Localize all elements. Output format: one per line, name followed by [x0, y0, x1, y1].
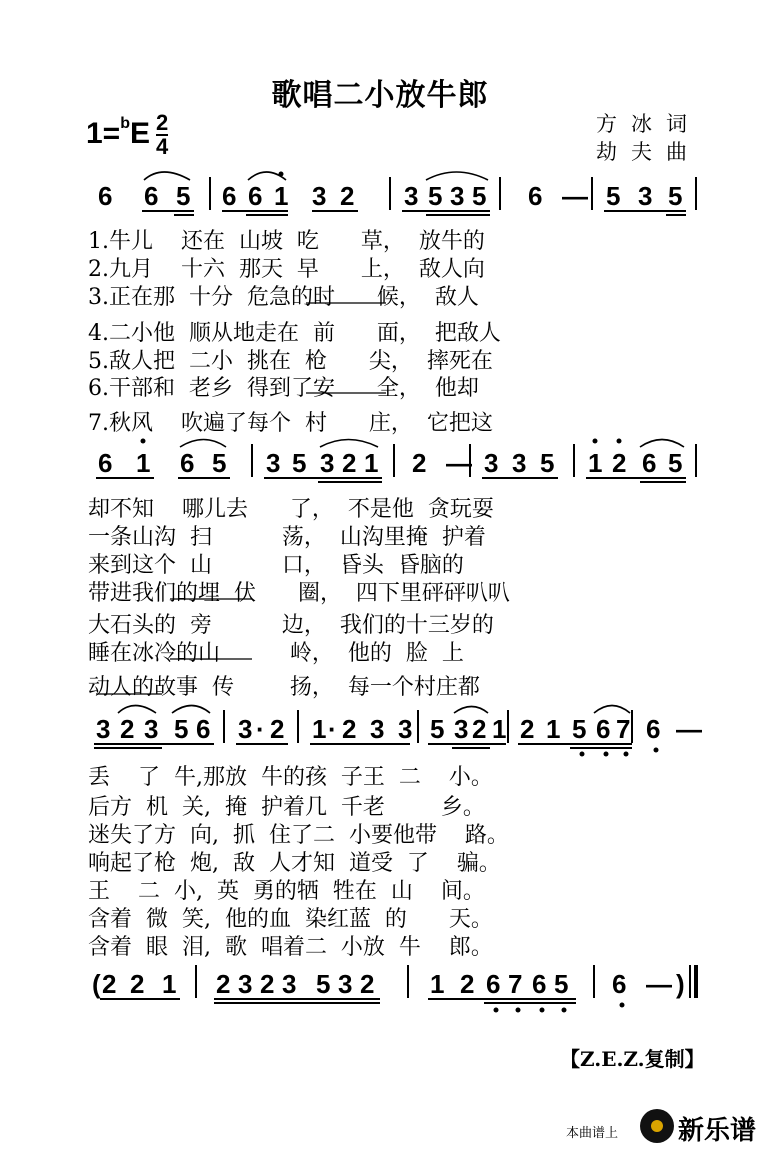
svg-text:6: 6 [532, 969, 547, 999]
svg-text:—: — [676, 714, 702, 744]
key-letter: E [130, 116, 151, 150]
svg-text:3: 3 [282, 969, 297, 999]
svg-text:2: 2 [342, 714, 357, 744]
lyric-line: 迷失了方 向, 抓 住了二 小要他带 路。 [88, 823, 509, 848]
composer-credit: 劫夫曲 [596, 140, 701, 164]
svg-text:3: 3 [338, 969, 353, 999]
svg-text:5: 5 [540, 448, 555, 478]
svg-text:6: 6 [528, 181, 543, 211]
svg-text:3: 3 [512, 448, 527, 478]
lyric-line: 6.干部和 老乡 得到了安 全， 他却 [88, 376, 493, 401]
svg-text:5: 5 [176, 181, 191, 211]
svg-text:3: 3 [454, 714, 469, 744]
svg-text:1: 1 [312, 714, 327, 744]
svg-text:—: — [646, 969, 672, 999]
lyric-line: 7.秋风 吹遍了每个 村 庄， 它把这 [88, 411, 493, 436]
svg-text:6: 6 [596, 714, 611, 744]
svg-text:2: 2 [130, 969, 145, 999]
svg-text:2: 2 [460, 969, 475, 999]
flat-sign: b [120, 114, 130, 132]
svg-text:2: 2 [270, 714, 285, 744]
notation-system-4 [92, 969, 685, 999]
svg-text:5: 5 [428, 181, 443, 211]
svg-text:3: 3 [370, 714, 385, 744]
svg-text:—: — [446, 448, 472, 478]
lyric-line: 后方 机 关, 掩 护着几 千老 乡。 [88, 795, 485, 820]
lyric-line: 王 二 小, 英 勇的牺 牲在 山 间。 [88, 879, 485, 904]
svg-text:5: 5 [174, 714, 189, 744]
svg-text:5: 5 [212, 448, 227, 478]
svg-text:3: 3 [144, 714, 159, 744]
svg-text:6: 6 [612, 969, 627, 999]
svg-text:2: 2 [340, 181, 355, 211]
svg-text:5: 5 [554, 969, 569, 999]
copyright-note: 【Z.E.Z.复制】 [560, 1047, 705, 1071]
svg-text:5: 5 [316, 969, 331, 999]
svg-text:3: 3 [320, 448, 335, 478]
svg-text:3: 3 [266, 448, 281, 478]
svg-text:—: — [562, 181, 588, 211]
lyric-line: 含着 微 笑, 他的血 染红蓝 的 天。 [88, 907, 493, 932]
lyric-line: 大石头的 旁 边， 我们的十三岁的 [88, 613, 494, 638]
svg-text:7: 7 [508, 969, 523, 999]
svg-text:3: 3 [638, 181, 653, 211]
svg-text:1: 1 [492, 714, 507, 744]
lyric-line: 动人的故事 传 扬， 每一个村庄都 [88, 675, 480, 700]
lyric-line: 来到这个 山 口， 昏头 昏脑的 [88, 553, 464, 578]
brand-name[interactable]: 新乐谱 [678, 1116, 757, 1146]
svg-text:(: ( [92, 969, 101, 999]
key-prefix: 1= [86, 116, 121, 150]
svg-text:2: 2 [360, 969, 375, 999]
svg-text:6: 6 [98, 448, 113, 478]
svg-text:·: · [328, 714, 337, 744]
lyric-line: 4.二小他 顺从地走在 前 面， 把敌人 [88, 321, 501, 346]
time-top: 2 [156, 110, 169, 135]
svg-text:6: 6 [222, 181, 237, 211]
lyric-line: 含着 眼 泪, 歌 唱着二 小放 牛 郎。 [88, 935, 493, 960]
svg-text:7: 7 [616, 714, 631, 744]
svg-text:1: 1 [274, 181, 289, 211]
svg-text:5: 5 [430, 714, 445, 744]
svg-text:·: · [256, 714, 265, 744]
record-logo-icon [640, 1109, 674, 1143]
svg-text:3: 3 [450, 181, 465, 211]
svg-text:2: 2 [102, 969, 117, 999]
svg-text:6: 6 [248, 181, 263, 211]
svg-text:2: 2 [216, 969, 231, 999]
svg-text:3: 3 [96, 714, 111, 744]
svg-text:5: 5 [668, 181, 683, 211]
svg-text:5: 5 [572, 714, 587, 744]
final-barline [694, 965, 698, 998]
svg-text:3: 3 [404, 181, 419, 211]
svg-text:5: 5 [606, 181, 621, 211]
lyric-line: 丢 了 牛,那放 牛的孩 子王 二 小。 [88, 765, 493, 790]
lyric-line: 5.敌人把 二小 挑在 枪 尖， 摔死在 [88, 349, 493, 374]
svg-text:6: 6 [196, 714, 211, 744]
svg-text:2: 2 [412, 448, 427, 478]
page-title: 歌唱二小放牛郎 [271, 78, 489, 113]
svg-text:2: 2 [120, 714, 135, 744]
lyric-line: 响起了枪 炮, 敌 人才知 道受 了 骗。 [88, 851, 501, 876]
lyric-line: 睡在冰冷的山 岭， 他的 脸 上 [88, 641, 464, 666]
svg-text:3: 3 [398, 714, 413, 744]
svg-text:3: 3 [484, 448, 499, 478]
svg-text:1: 1 [588, 448, 603, 478]
svg-text:3: 3 [238, 714, 253, 744]
svg-text:1: 1 [162, 969, 177, 999]
lyric-line: 却不知 哪儿去 了， 不是他 贪玩耍 [88, 497, 494, 522]
svg-text:1: 1 [136, 448, 151, 478]
svg-text:6: 6 [646, 714, 661, 744]
svg-text:2: 2 [260, 969, 275, 999]
svg-text:6: 6 [486, 969, 501, 999]
svg-text:6: 6 [98, 181, 113, 211]
svg-text:2: 2 [342, 448, 357, 478]
lyric-line: 3.正在那 十分 危急的时 候， 敌人 [88, 285, 493, 310]
footer-note: 本曲谱上 [566, 1126, 619, 1141]
lyric-line: 带进我们的埋 伏 圈， 四下里砰砰叭叭 [88, 581, 510, 606]
svg-text:2: 2 [520, 714, 535, 744]
svg-text:1: 1 [364, 448, 379, 478]
svg-text:5: 5 [668, 448, 683, 478]
lyric-line: 1.牛儿 还在 山坡 吃 草， 放牛的 [88, 229, 485, 254]
lyric-line: 一条山沟 扫 荡， 山沟里掩 护着 [88, 525, 486, 550]
notation-system-3 [96, 714, 702, 744]
lyric-line: 2.九月 十六 那天 早 上， 敌人向 [88, 257, 485, 282]
svg-text:3: 3 [312, 181, 327, 211]
svg-text:2: 2 [472, 714, 487, 744]
svg-text:3: 3 [238, 969, 253, 999]
svg-text:6: 6 [180, 448, 195, 478]
lyricist-credit: 方冰词 [596, 112, 701, 136]
svg-text:5: 5 [472, 181, 487, 211]
notation-system-2 [98, 448, 682, 478]
time-bottom: 4 [156, 134, 169, 159]
svg-text:6: 6 [144, 181, 159, 211]
svg-text:6: 6 [642, 448, 657, 478]
svg-text:1: 1 [430, 969, 445, 999]
svg-text:1: 1 [546, 714, 561, 744]
svg-text:): ) [676, 969, 685, 999]
svg-text:2: 2 [612, 448, 627, 478]
svg-text:5: 5 [292, 448, 307, 478]
